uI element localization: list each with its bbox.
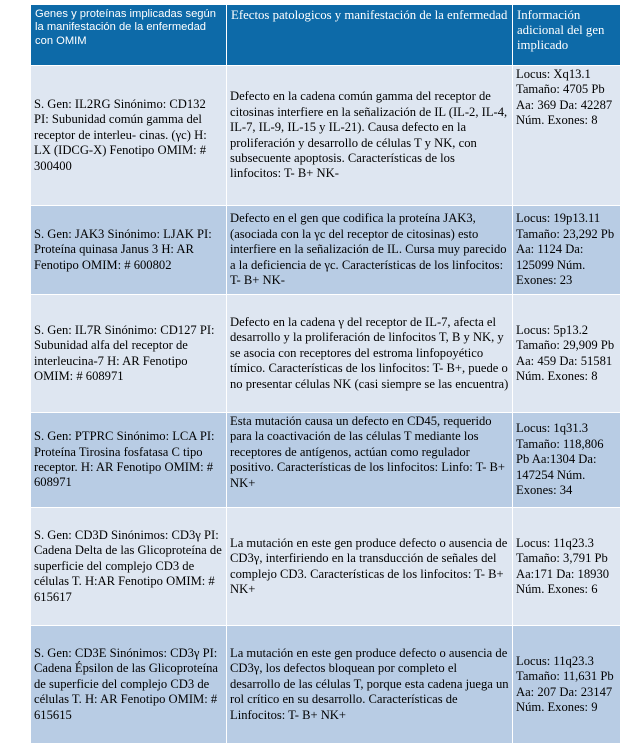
table-row <box>31 66 621 206</box>
effect-cell: Defecto en el gen que codifica la proteína JAK3, (asociada con la γc del receptor de citosinas) esto interfiere en la señalización de IL. Cursa muy parecido a la deficiencia de γc. Características de los linfocitos: T- B+ NK- <box>227 206 513 295</box>
table-row <box>31 413 621 508</box>
table-row <box>31 295 621 413</box>
table-row <box>31 508 621 626</box>
info-cell: Locus: 1q31.3 Tamaño: 118,806 Pb Aa:1304 Da: 147254 Núm. Exones: 34 <box>513 413 621 508</box>
gene-cell: S. Gen: PTPRC Sinónimo: LCA PI: Proteína Tirosina fosfatasa C tipo receptor. H: AR Fenotipo OMIM: # 608971 <box>31 413 227 508</box>
genes-table <box>30 4 621 744</box>
gene-cell: S. Gen: CD3E Sinónimos: CD3γ PI: Cadena Épsilon de las Glicoproteína de superficie del complejo CD3 de células T. H: AR Fenotipo OMIM: # 615615 <box>31 626 227 744</box>
table-row <box>31 206 621 295</box>
effect-cell: La mutación en este gen produce defecto o ausencia de CD3γ, los defectos bloquean por completo el desarrollo de las células T, porque esta cadena juega un rol crítico en su desarrollo. Características de Linfocitos: T- B+ NK+ <box>227 626 513 744</box>
effect-cell: Esta mutación causa un defecto en CD45, requerido para la coactivación de las células T mediante los receptores de antígenos, actúan como regulador positivo. Características de los linfocitos: Linfo: T- B+ NK+ <box>227 413 513 508</box>
table-header-row <box>31 5 621 66</box>
header-effects: Efectos patologicos y manifestación de la enfermedad <box>227 5 513 66</box>
info-cell: Locus: 11q23.3 Tamaño: 3,791 Pb Aa:171 Da: 18930 Núm. Exones: 6 <box>513 508 621 626</box>
gene-cell: S. Gen: JAK3 Sinónimo: LJAK PI: Proteína quinasa Janus 3 H: AR Fenotipo OMIM: # 600802 <box>31 206 227 295</box>
gene-cell: S. Gen: IL7R Sinónimo: CD127 PI: Subunidad alfa del receptor de interleucina-7 H: AR Fenotipo OMIM: # 608971 <box>31 295 227 413</box>
info-cell: Locus: 19p13.11 Tamaño: 23,292 Pb Aa: 1124 Da: 125099 Núm. Exones: 23 <box>513 206 621 295</box>
gene-cell: S. Gen: CD3D Sinónimos: CD3γ PI: Cadena Delta de las Glicoproteína de superficie del complejo CD3 de células T. H:AR Fenotipo OMIM: # 615617 <box>31 508 227 626</box>
header-info: Información adicional del gen implicado <box>513 5 621 66</box>
effect-cell: La mutación en este gen produce defecto o ausencia de CD3γ, interfiriendo en la transducción de señales del complejo CD3. Características de los linfocitos: T- B+ NK+ <box>227 508 513 626</box>
effect-cell: Defecto en la cadena γ del receptor de IL-7, afecta el desarrollo y la proliferación de linfocitos T, B y NK, y se asocia con receptores del estroma linfopoyético tímico. Características de los linfocitos: T- B+, puede o no presentar células NK (casi siempre se las encuentra) <box>227 295 513 413</box>
info-cell: Locus: 5p13.2 Tamaño: 29,909 Pb Aa: 459 Da: 51581 Núm. Exones: 8 <box>513 295 621 413</box>
info-cell: Locus: Xq13.1 Tamaño: 4705 Pb Aa: 369 Da: 42287 Núm. Exones: 8 <box>513 66 621 206</box>
table-row <box>31 626 621 744</box>
header-genes: Genes y proteínas implicadas según la manifestación de la enfermedad con OMIM <box>31 5 227 66</box>
gene-cell: S. Gen: IL2RG Sinónimo: CD132 PI: Subunidad común gamma del receptor de interleu- cinas. (γc) H: LX (IDCG-X) Fenotipo OMIM: # 300400 <box>31 66 227 206</box>
info-cell: Locus: 11q23.3 Tamaño: 11,631 Pb Aa: 207 Da: 23147 Núm. Exones: 9 <box>513 626 621 744</box>
effect-cell: Defecto en la cadena común gamma del receptor de citosinas interfiere en la señalización de IL (IL-2, IL-4, IL-7, IL-9, IL-15 y IL-21). Causa defecto en la proliferación y desarrollo de células T y NK, con subsecuente apoptosis. Características de los linfocitos: T- B+ NK- <box>227 66 513 206</box>
